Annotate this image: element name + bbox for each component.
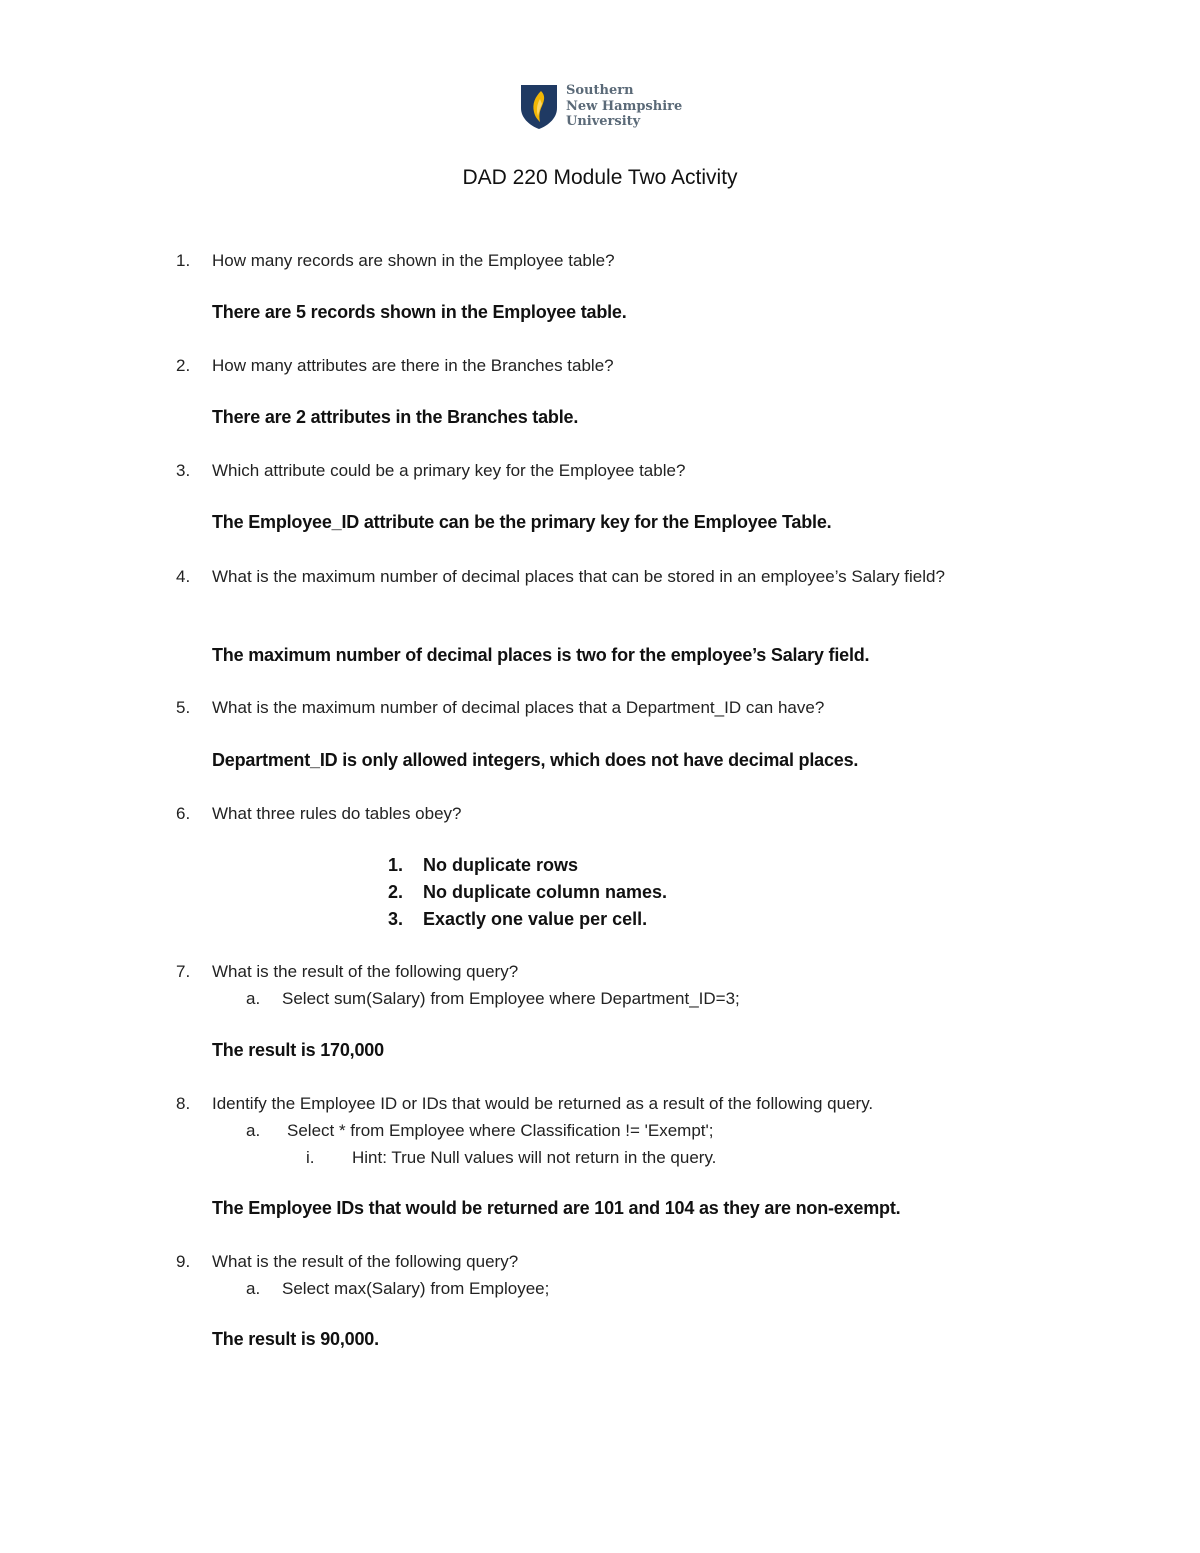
- question-text: Identify the Employee ID or IDs that would be returned as a result of the following query.: [212, 1094, 874, 1113]
- sub-label: i.: [306, 1148, 315, 1167]
- question-number: 2.: [176, 356, 191, 375]
- sub-label: a.: [246, 989, 261, 1008]
- answer-4: The maximum number of decimal places is two for the employee’s Salary field.: [212, 645, 870, 665]
- query-text: Select * from Employee where Classification != 'Exempt';: [287, 1121, 714, 1140]
- document-title: DAD 220 Module Two Activity: [462, 166, 738, 189]
- answer-8: The Employee IDs that would be returned are 101 and 104 as they are non-exempt.: [212, 1198, 901, 1218]
- university-logo: [520, 84, 682, 130]
- answer-2: There are 2 attributes in the Branches table.: [212, 407, 579, 427]
- logo-line-3: University: [566, 114, 641, 129]
- question-text: How many attributes are there in the Branches table?: [212, 356, 614, 375]
- rule-number: 2.: [388, 882, 404, 902]
- answer-9: The result is 90,000.: [212, 1329, 379, 1349]
- query-text: Select sum(Salary) from Employee where Department_ID=3;: [282, 989, 740, 1008]
- logo-line-1: Southern: [566, 83, 634, 98]
- university-name: [566, 83, 682, 130]
- question-text: What is the result of the following query?: [212, 962, 519, 981]
- sub-label: a.: [246, 1121, 261, 1140]
- rule-text: No duplicate rows: [423, 855, 579, 875]
- rule-number: 3.: [388, 909, 404, 929]
- shield-flame-icon: [520, 84, 558, 130]
- answer-7: The result is 170,000: [212, 1040, 384, 1060]
- rule-text: No duplicate column names.: [423, 882, 668, 902]
- question-number: 9.: [176, 1252, 191, 1271]
- question-number: 1.: [176, 251, 191, 270]
- question-number: 5.: [176, 698, 191, 717]
- question-number: 7.: [176, 962, 191, 981]
- rule-number: 1.: [388, 855, 404, 875]
- question-text: How many records are shown in the Employee table?: [212, 251, 615, 270]
- hint-text: Hint: True Null values will not return in the query.: [352, 1148, 717, 1167]
- answer-5: Department_ID is only allowed integers, which does not have decimal places.: [212, 750, 859, 770]
- question-number: 6.: [176, 804, 191, 823]
- question-text: Which attribute could be a primary key for the Employee table?: [212, 461, 686, 480]
- question-number: 3.: [176, 461, 191, 480]
- question-text: What is the result of the following query?: [212, 1252, 519, 1271]
- question-number: 8.: [176, 1094, 191, 1113]
- logo-line-2: New Hampshire: [566, 98, 683, 114]
- question-text: What is the maximum number of decimal places that a Department_ID can have?: [212, 698, 825, 717]
- answer-3: The Employee_ID attribute can be the primary key for the Employee Table.: [212, 512, 832, 532]
- question-text: What three rules do tables obey?: [212, 804, 462, 823]
- question-text: What is the maximum number of decimal places that can be stored in an employee’s Salary field?: [212, 567, 945, 586]
- answer-1: There are 5 records shown in the Employee table.: [212, 302, 627, 322]
- rule-text: Exactly one value per cell.: [423, 909, 648, 929]
- query-text: Select max(Salary) from Employee;: [282, 1279, 550, 1298]
- sub-label: a.: [246, 1279, 261, 1298]
- question-number: 4.: [176, 567, 191, 586]
